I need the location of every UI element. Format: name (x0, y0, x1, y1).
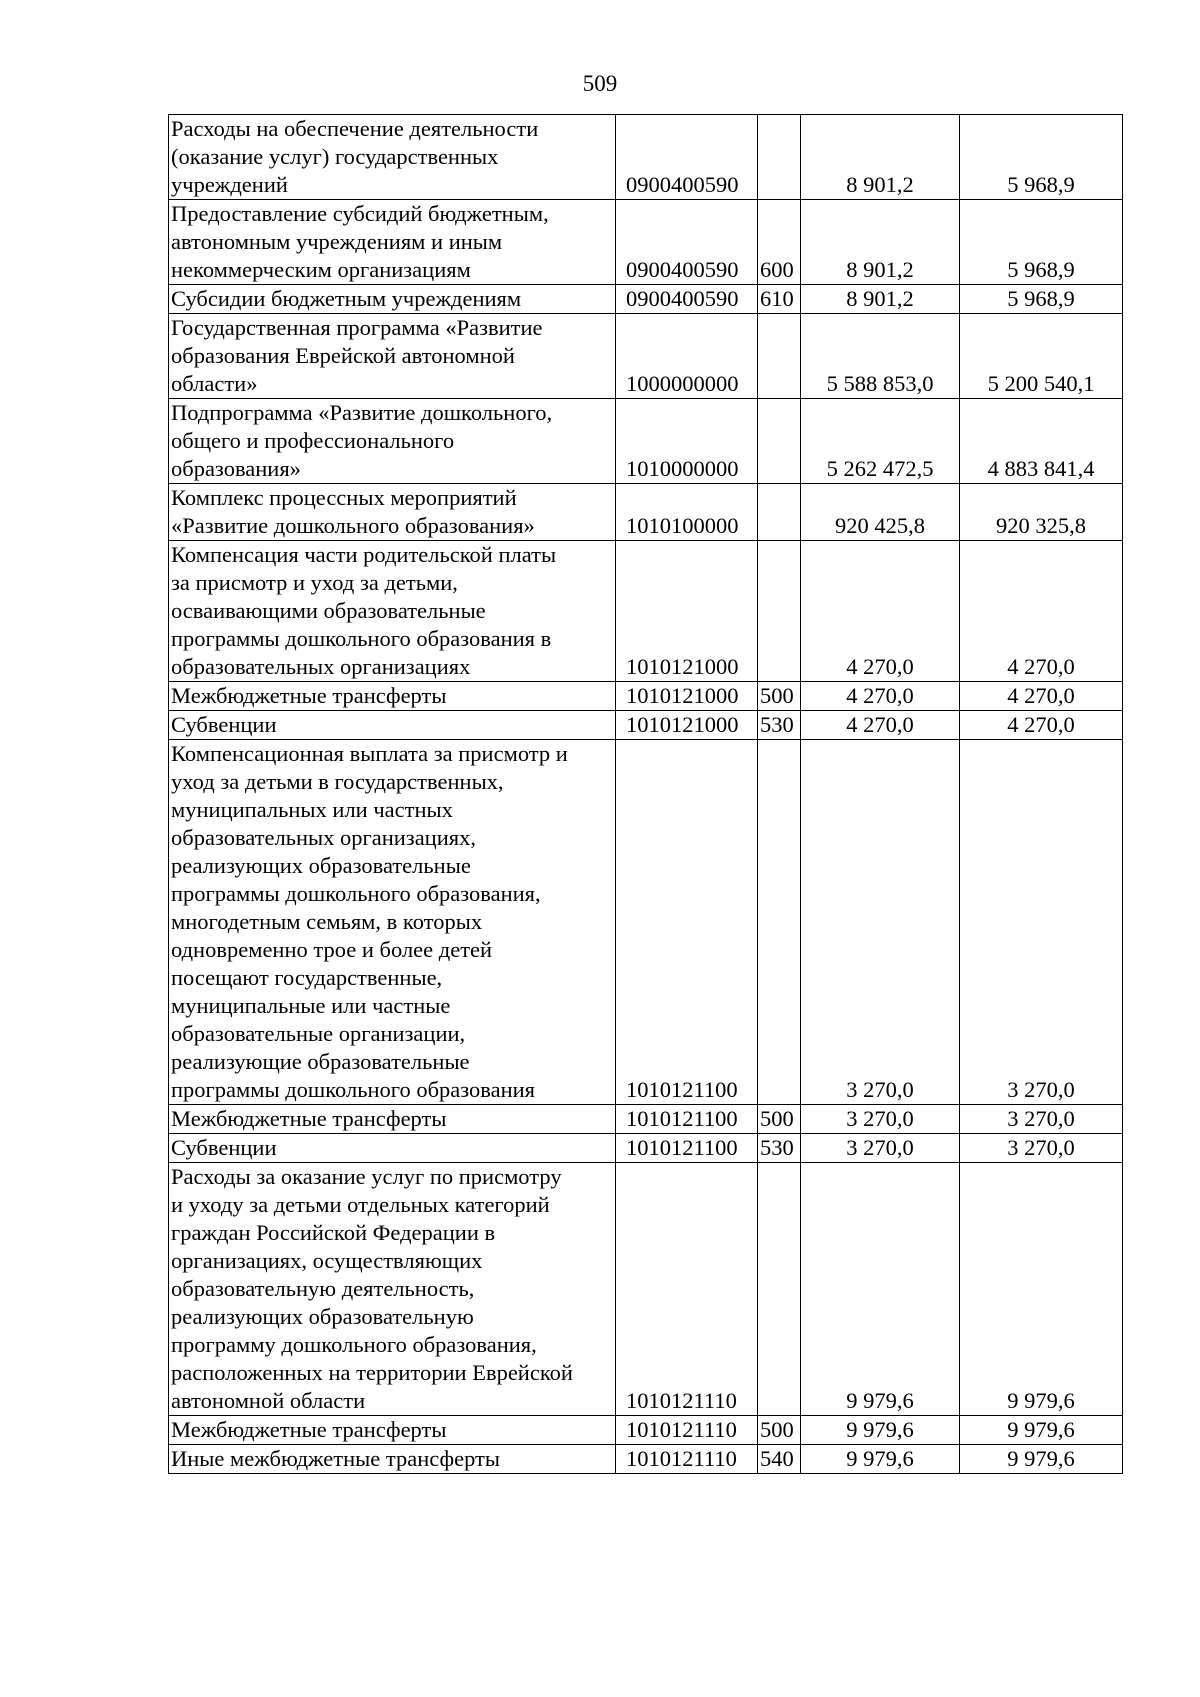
amount-year2-cell: 9 979,6 (960, 1445, 1123, 1474)
amount-year2-cell: 3 270,0 (960, 740, 1123, 1105)
expense-type-cell (758, 314, 801, 399)
amount-year1-cell: 8 901,2 (801, 115, 960, 200)
target-code-cell: 1010121110 (616, 1416, 758, 1445)
amount-year1-cell: 9 979,6 (801, 1416, 960, 1445)
table-row (169, 285, 1123, 314)
amount-year1-cell: 4 270,0 (801, 711, 960, 740)
target-code-cell: 1010121100 (616, 740, 758, 1105)
target-code-cell: 1010000000 (616, 399, 758, 484)
expense-name-cell: Подпрограмма «Развитие дошкольного, общего и профессионального образования» (169, 399, 616, 484)
amount-year1-cell: 8 901,2 (801, 200, 960, 285)
target-code-cell: 1010100000 (616, 484, 758, 541)
page-number: 509 (582, 71, 618, 96)
amount-year2-cell: 5 200 540,1 (960, 314, 1123, 399)
expense-type-cell (758, 1163, 801, 1416)
amount-year1-cell: 9 979,6 (801, 1163, 960, 1416)
table-row (169, 314, 1123, 399)
amount-year1-cell: 4 270,0 (801, 682, 960, 711)
target-code-cell: 1000000000 (616, 314, 758, 399)
expense-type-cell: 610 (758, 285, 801, 314)
table-row (169, 1445, 1123, 1474)
amount-year2-cell: 3 270,0 (960, 1105, 1123, 1134)
amount-year2-cell: 4 883 841,4 (960, 399, 1123, 484)
amount-year2-cell: 3 270,0 (960, 1134, 1123, 1163)
amount-year1-cell: 4 270,0 (801, 541, 960, 682)
amount-year2-cell: 9 979,6 (960, 1163, 1123, 1416)
table-row (169, 711, 1123, 740)
amount-year1-cell: 3 270,0 (801, 740, 960, 1105)
amount-year1-cell: 5 588 853,0 (801, 314, 960, 399)
expense-type-cell: 500 (758, 1416, 801, 1445)
expense-type-cell (758, 541, 801, 682)
amount-year2-cell: 9 979,6 (960, 1416, 1123, 1445)
target-code-cell: 0900400590 (616, 115, 758, 200)
amount-year2-cell: 920 325,8 (960, 484, 1123, 541)
expense-name-cell: Межбюджетные трансферты (169, 1105, 616, 1134)
amount-year1-cell: 8 901,2 (801, 285, 960, 314)
target-code-cell: 0900400590 (616, 285, 758, 314)
expense-type-cell (758, 484, 801, 541)
expense-name-cell: Иные межбюджетные трансферты (169, 1445, 616, 1474)
expense-name-cell: Межбюджетные трансферты (169, 682, 616, 711)
expense-name-cell: Субвенции (169, 711, 616, 740)
expense-name-cell: Субвенции (169, 1134, 616, 1163)
expense-type-cell: 500 (758, 682, 801, 711)
target-code-cell: 1010121000 (616, 541, 758, 682)
amount-year2-cell: 4 270,0 (960, 541, 1123, 682)
budget-table (168, 114, 1123, 1474)
amount-year1-cell: 9 979,6 (801, 1445, 960, 1474)
expense-type-cell: 540 (758, 1445, 801, 1474)
table-row (169, 399, 1123, 484)
table-row (169, 1134, 1123, 1163)
table-row (169, 682, 1123, 711)
table-row (169, 1105, 1123, 1134)
amount-year2-cell: 5 968,9 (960, 285, 1123, 314)
table-row (169, 740, 1123, 1105)
target-code-cell: 1010121110 (616, 1445, 758, 1474)
expense-name-cell: Расходы за оказание услуг по присмотру и уходу за детьми отдельных категорий граждан Российской Федерации в организациях, осуществляющих образовательную деятельность, реализующих образовательную программу дошкольного образования, расположенных на территории Еврейской автономной области (169, 1163, 616, 1416)
expense-type-cell (758, 399, 801, 484)
table-row (169, 115, 1123, 200)
expense-type-cell: 530 (758, 711, 801, 740)
target-code-cell: 1010121110 (616, 1163, 758, 1416)
table-row (169, 1163, 1123, 1416)
target-code-cell: 0900400590 (616, 200, 758, 285)
expense-name-cell: Компенсация части родительской платы за присмотр и уход за детьми, осваивающими образовательные программы дошкольного образования в образовательных организациях (169, 541, 616, 682)
expense-type-cell (758, 115, 801, 200)
expense-type-cell: 600 (758, 200, 801, 285)
expense-name-cell: Комплекс процессных мероприятий «Развитие дошкольного образования» (169, 484, 616, 541)
expense-name-cell: Государственная программа «Развитие образования Еврейской автономной области» (169, 314, 616, 399)
budget-table-body (169, 115, 1123, 1474)
amount-year1-cell: 3 270,0 (801, 1134, 960, 1163)
expense-type-cell: 500 (758, 1105, 801, 1134)
table-row (169, 484, 1123, 541)
expense-name-cell: Компенсационная выплата за присмотр и уход за детьми в государственных, муниципальных или частных образовательных организациях, реализующих образовательные программы дошкольного образования, многодетным семьям, в которых одновременно трое и более детей посещают государственные, муниципальные или частные образовательные организации, реализующие образовательные программы дошкольного образования (169, 740, 616, 1105)
amount-year1-cell: 920 425,8 (801, 484, 960, 541)
table-row (169, 1416, 1123, 1445)
amount-year2-cell: 5 968,9 (960, 115, 1123, 200)
amount-year2-cell: 5 968,9 (960, 200, 1123, 285)
amount-year1-cell: 3 270,0 (801, 1105, 960, 1134)
table-row (169, 200, 1123, 285)
expense-name-cell: Предоставление субсидий бюджетным, автономным учреждениям и иным некоммерческим организациям (169, 200, 616, 285)
expense-name-cell: Расходы на обеспечение деятельности (оказание услуг) государственных учреждений (169, 115, 616, 200)
amount-year2-cell: 4 270,0 (960, 682, 1123, 711)
target-code-cell: 1010121100 (616, 1105, 758, 1134)
amount-year2-cell: 4 270,0 (960, 711, 1123, 740)
expense-type-cell (758, 740, 801, 1105)
amount-year1-cell: 5 262 472,5 (801, 399, 960, 484)
expense-name-cell: Межбюджетные трансферты (169, 1416, 616, 1445)
table-row (169, 541, 1123, 682)
expense-name-cell: Субсидии бюджетным учреждениям (169, 285, 616, 314)
target-code-cell: 1010121000 (616, 682, 758, 711)
expense-type-cell: 530 (758, 1134, 801, 1163)
target-code-cell: 1010121100 (616, 1134, 758, 1163)
target-code-cell: 1010121000 (616, 711, 758, 740)
